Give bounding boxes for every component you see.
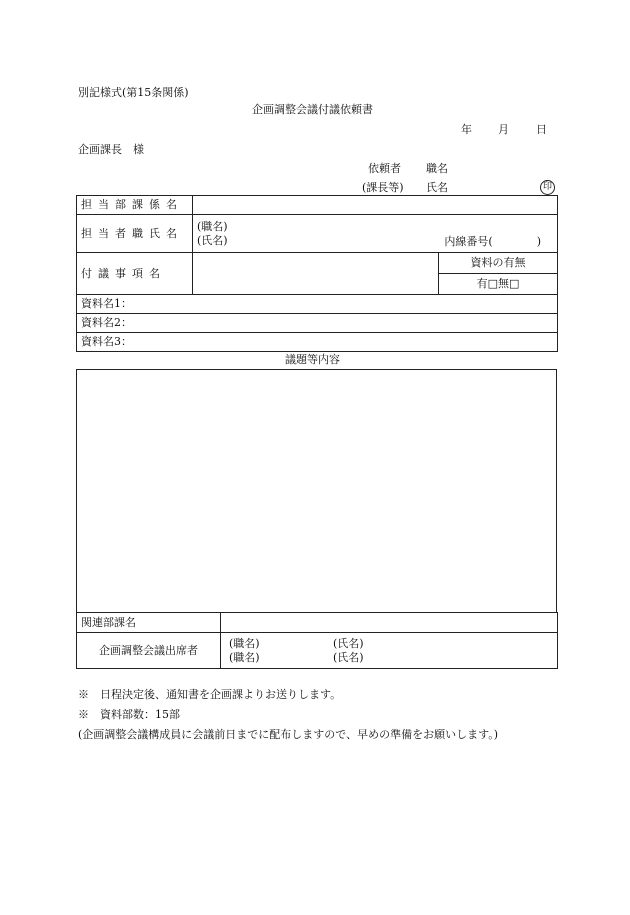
date-year-label: 年 xyxy=(461,123,472,136)
dept-row xyxy=(77,196,558,215)
date-month-label: 月 xyxy=(498,123,509,136)
material-3[interactable]: 資料名3： xyxy=(77,333,558,352)
attendee-1-name: (氏名) xyxy=(333,637,364,651)
materials-options[interactable]: 有□無□ xyxy=(439,274,558,295)
requester-sub-label: (課長等) xyxy=(362,181,404,194)
material-row-2 xyxy=(77,314,558,333)
requester-label: 依頼者 xyxy=(368,162,401,175)
agenda-header: 議題等内容 xyxy=(285,353,340,366)
note-2: ※ 資料部数：15部 xyxy=(78,708,180,721)
attendee-1-position: (職名) xyxy=(229,637,260,651)
related-dept-row xyxy=(77,613,558,633)
requester-name-label: 氏名 xyxy=(426,181,448,194)
material-1[interactable]: 資料名1： xyxy=(77,295,558,314)
form-style-label: 別記様式(第15条関係) xyxy=(78,86,189,99)
extension-label: 内線番号( ) xyxy=(444,234,541,248)
attendee-table xyxy=(76,612,558,669)
person-label: 担当者職氏名 xyxy=(77,215,193,253)
form-title: 企画調整会議付議依頼書 xyxy=(252,103,373,116)
seal-mark xyxy=(540,180,555,195)
request-form-table xyxy=(76,195,558,352)
attendees-row xyxy=(77,633,558,669)
item-value[interactable] xyxy=(193,253,439,295)
material-row-3 xyxy=(77,333,558,352)
related-dept-label: 関連部課名 xyxy=(77,613,221,633)
attendee-line-2 xyxy=(229,651,553,664)
dept-value[interactable] xyxy=(193,196,558,215)
attendee-2-position: (職名) xyxy=(229,650,260,664)
material-row-1 xyxy=(77,295,558,314)
attendees-value[interactable] xyxy=(221,633,558,669)
agenda-content-box[interactable] xyxy=(76,369,557,613)
note-3: (企画調整会議構成員に会議前日までに配布しますので、早めの準備をお願いします。) xyxy=(78,728,498,741)
related-dept-value[interactable] xyxy=(221,613,558,633)
attendee-line-1 xyxy=(229,637,553,650)
person-name: (氏名) xyxy=(197,233,228,247)
item-row-top xyxy=(77,253,558,274)
addressee: 企画課長 様 xyxy=(78,143,144,156)
attendee-2-name: (氏名) xyxy=(333,650,364,664)
item-label: 付議事項名 xyxy=(77,253,193,295)
note-1: ※ 日程決定後、通知書を企画課よりお送りします。 xyxy=(78,688,342,701)
person-row xyxy=(77,215,558,253)
dept-label: 担当部課係名 xyxy=(77,196,193,215)
requester-position-label: 職名 xyxy=(426,162,448,175)
person-position: (職名) xyxy=(197,220,228,234)
person-value[interactable] xyxy=(193,215,558,253)
attendees-label: 企画調整会議出席者 xyxy=(77,633,221,669)
date-day-label: 日 xyxy=(536,123,547,136)
seal-text: 印 xyxy=(540,180,555,195)
material-2[interactable]: 資料名2： xyxy=(77,314,558,333)
materials-header: 資料の有無 xyxy=(439,253,558,274)
